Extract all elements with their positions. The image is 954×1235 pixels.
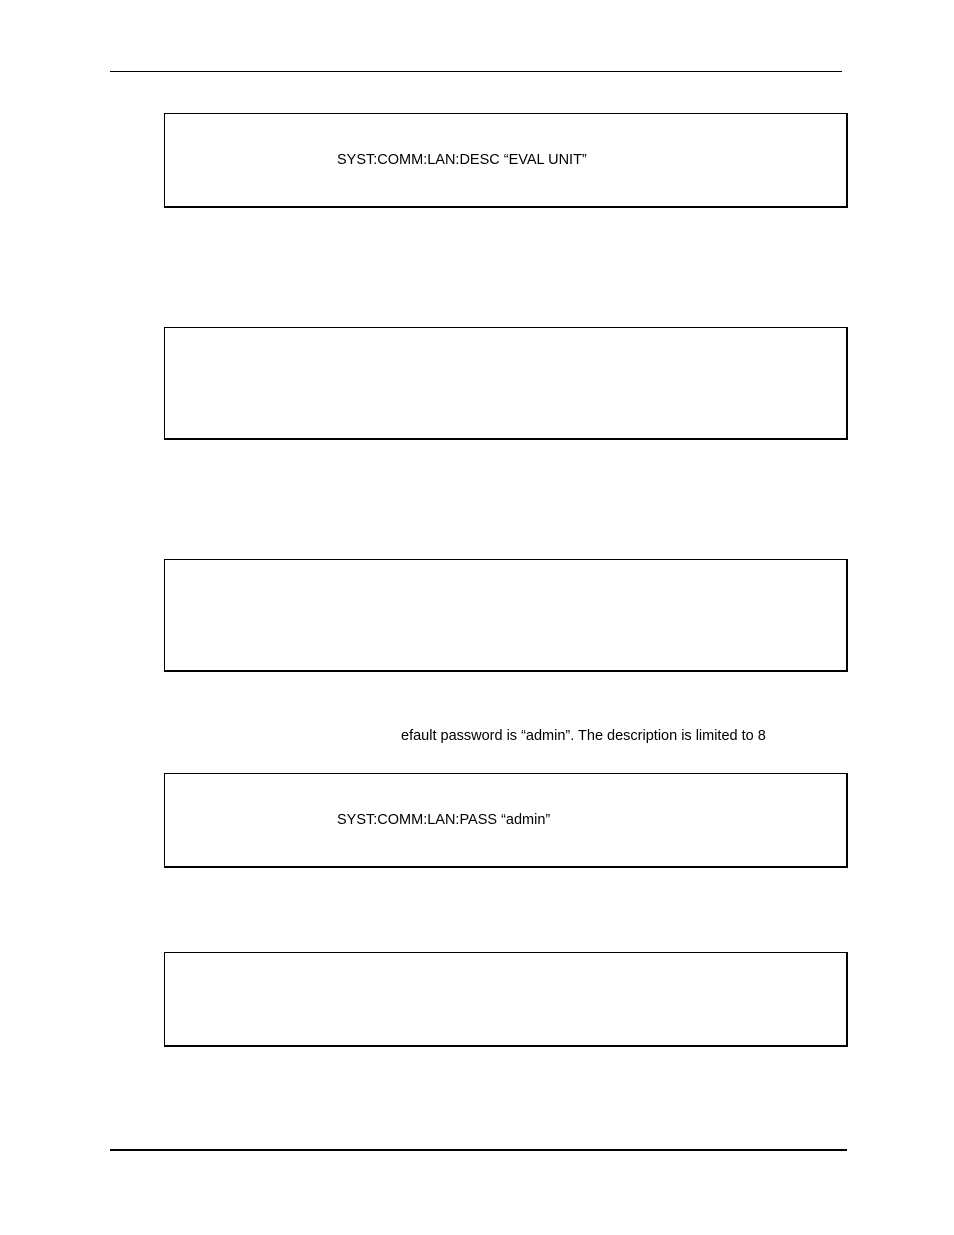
password-note-text: efault password is “admin”. The description is limited to 8 xyxy=(401,728,766,744)
footer-rule xyxy=(110,1149,847,1151)
header-rule xyxy=(110,71,842,72)
example-box-pass xyxy=(164,773,848,868)
pass-command-example: SYST:COMM:LAN:PASS “admin” xyxy=(337,812,551,828)
example-box-empty-2 xyxy=(164,559,848,672)
example-box-empty-1 xyxy=(164,327,848,440)
example-box-desc xyxy=(164,113,848,208)
example-box-empty-3 xyxy=(164,952,848,1047)
desc-command-example: SYST:COMM:LAN:DESC “EVAL UNIT” xyxy=(337,152,587,168)
